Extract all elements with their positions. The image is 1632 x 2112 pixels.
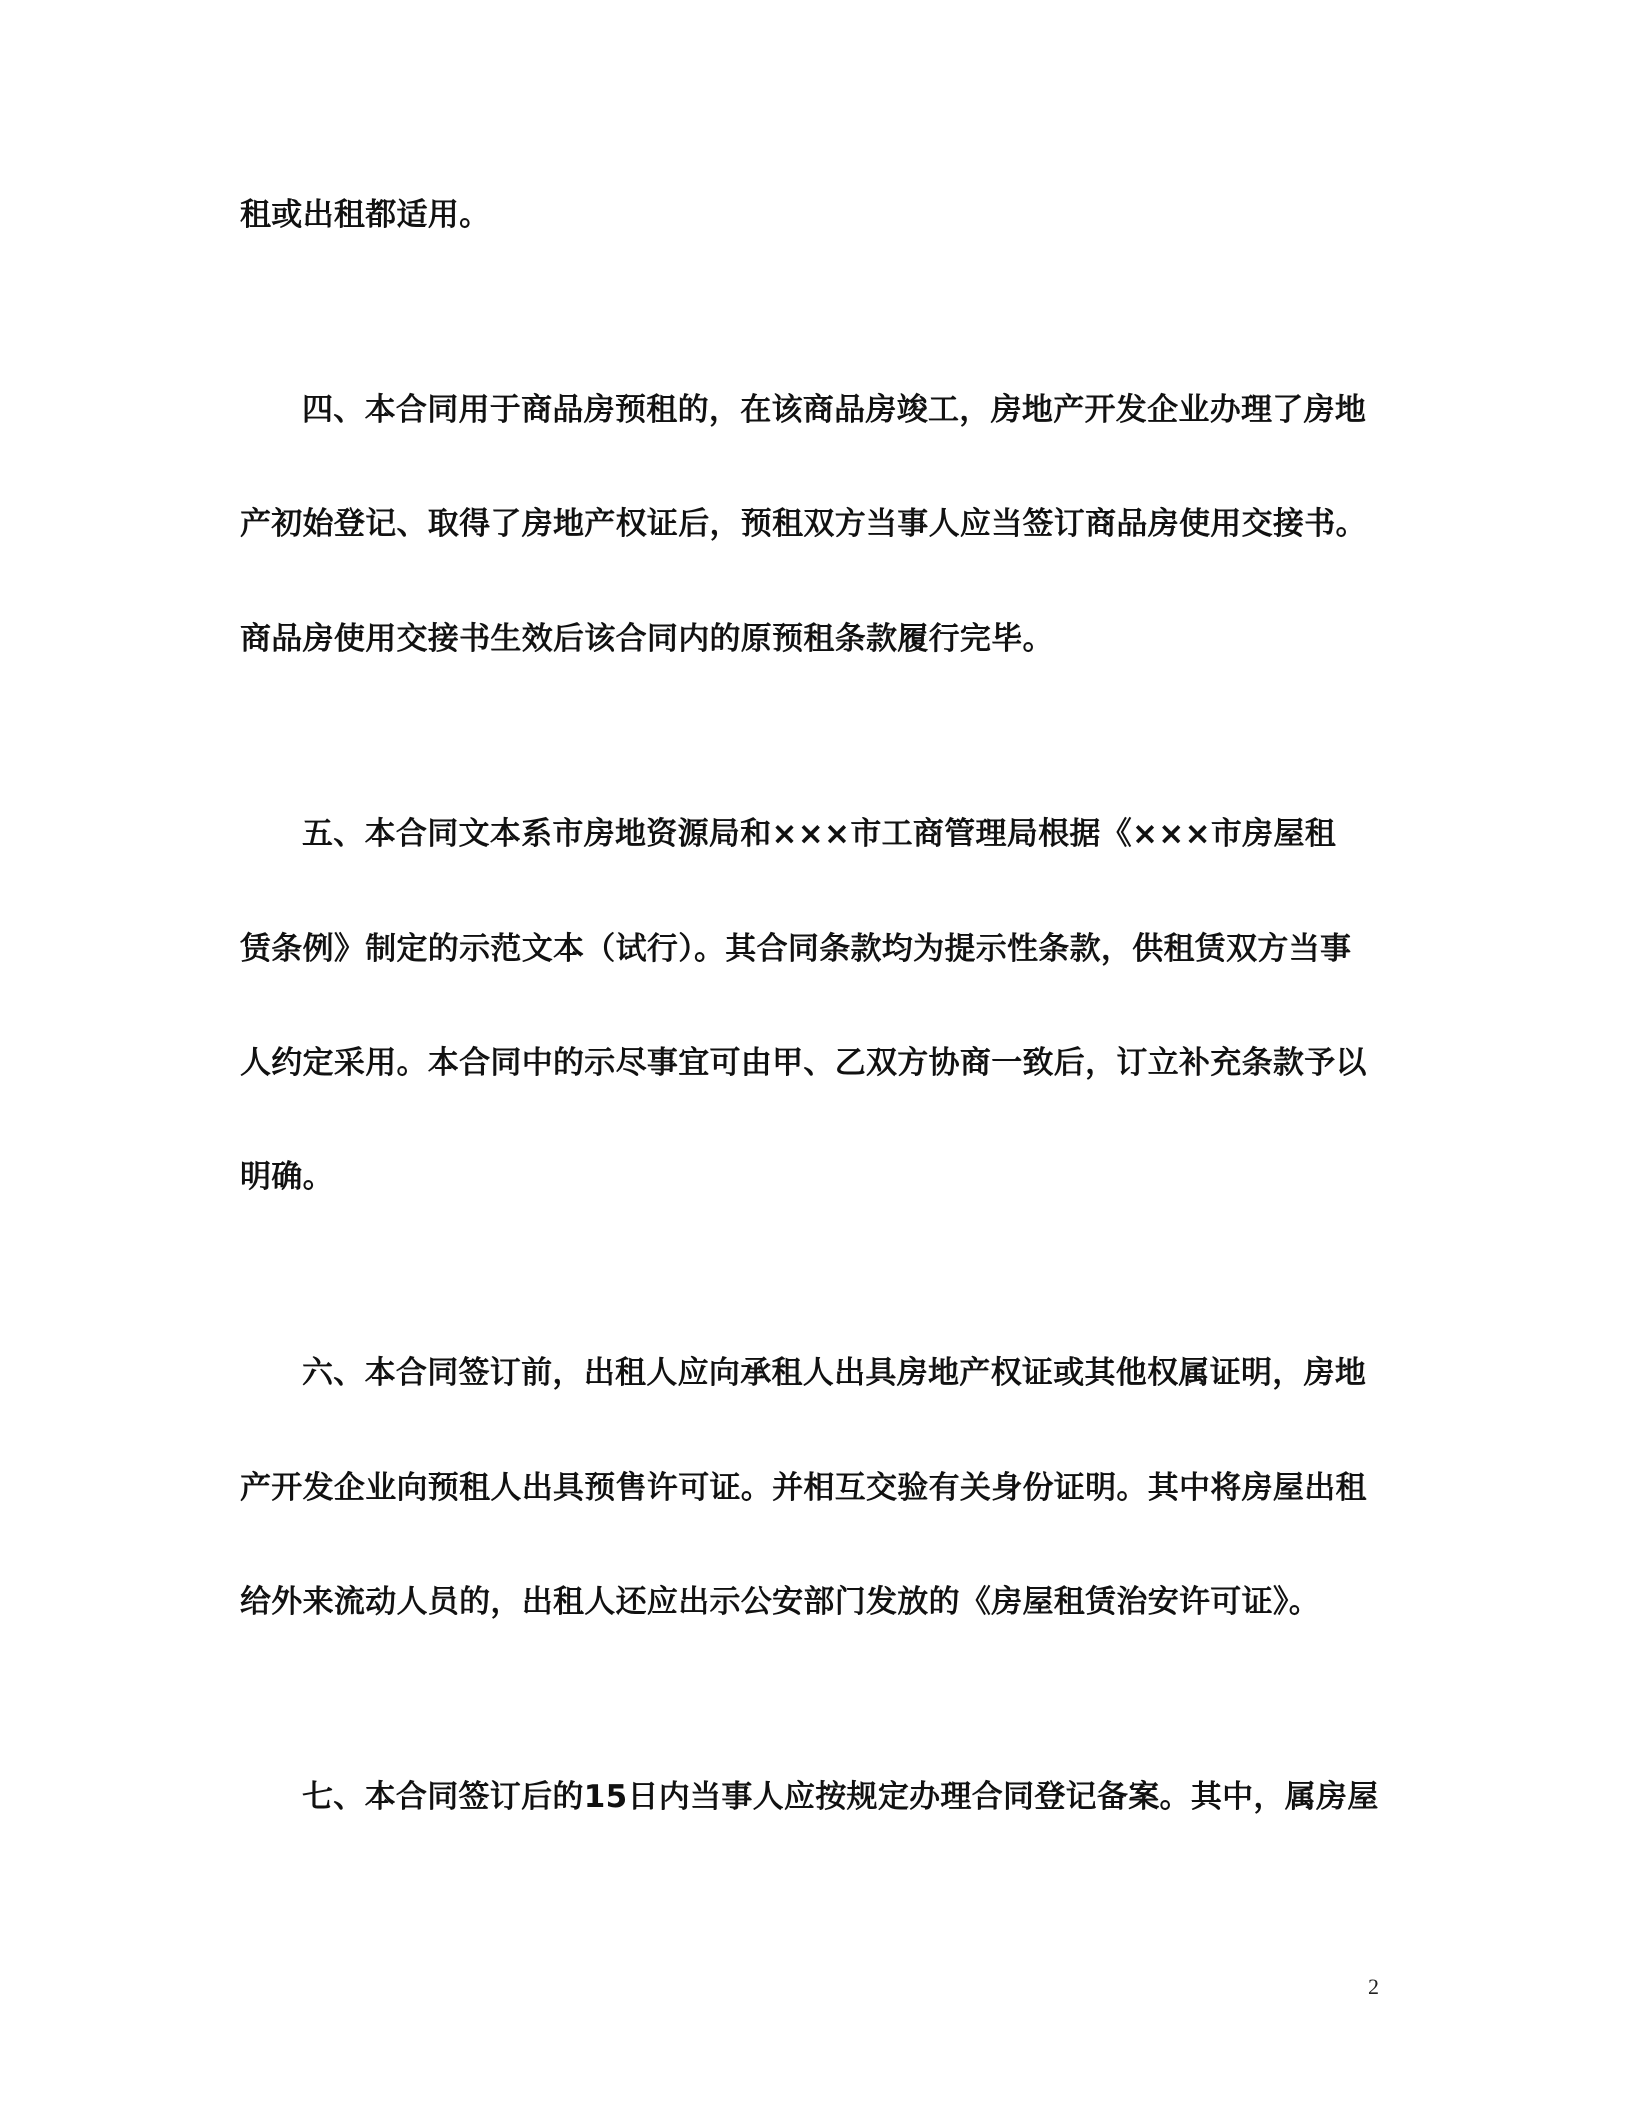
page-number: 2 <box>1368 1974 1379 1999</box>
paragraph-line: 赁条例》制定的示范文本（试行）。其合同条款均为提示性条款，供租赁双方当事 <box>240 931 1352 967</box>
paragraph-line: 产开发企业向预租人出具预售许可证。并相互交验有关身份证明。其中将房屋出租 <box>240 1470 1367 1506</box>
paragraph-line: 七、本合同签订后的15日内当事人应按规定办理合同登记备案。其中，属房屋 <box>302 1779 1379 1815</box>
paragraph-line: 商品房使用交接书生效后该合同内的原预租条款履行完毕。 <box>240 621 1054 657</box>
paragraph-line: 明确。 <box>240 1159 334 1195</box>
paragraph-line: 五、本合同文本系市房地资源局和×××市工商管理局根据《×××市房屋租 <box>302 816 1337 852</box>
paragraph-line: 人约定采用。本合同中的示尽事宜可由甲、乙双方协商一致后，订立补充条款予以 <box>240 1045 1367 1081</box>
paragraph-line: 产初始登记、取得了房地产权证后，预租双方当事人应当签订商品房使用交接书。 <box>240 506 1367 542</box>
paragraph-line: 六、本合同签订前，出租人应向承租人出具房地产权证或其他权属证明，房地 <box>302 1355 1367 1391</box>
paragraph-line: 给外来流动人员的，出租人还应出示公安部门发放的《房屋租赁治安许可证》。 <box>240 1584 1320 1620</box>
paragraph-line: 租或出租都适用。 <box>240 197 491 233</box>
paragraph-line: 四、本合同用于商品房预租的，在该商品房竣工，房地产开发企业办理了房地 <box>302 392 1367 428</box>
